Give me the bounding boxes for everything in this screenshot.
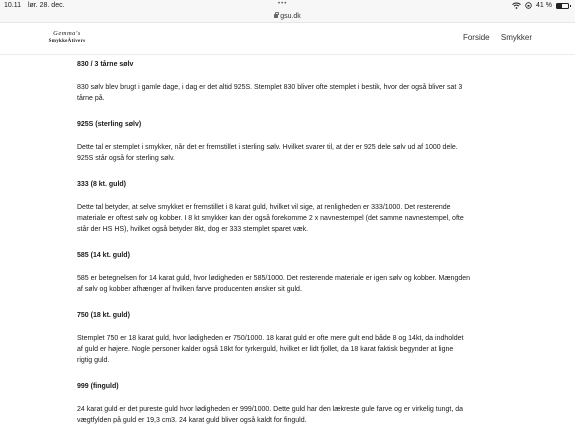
section-750 <box>77 311 507 366</box>
url-text: gsu.dk <box>280 13 301 20</box>
text-line: 925S står også for sterling sølv. <box>77 155 175 162</box>
section-heading: 585 (14 kt. guld) <box>77 252 130 259</box>
section-heading: 925S (sterling sølv) <box>77 121 142 128</box>
nav-link-forside[interactable]: Forside <box>462 33 490 42</box>
text-line: vægtfylden på guld er 19,3 cm3. 24 karat guld bliver også kaldt for finguld. <box>77 417 307 424</box>
battery-percent: 41 % <box>536 2 552 9</box>
status-right <box>512 2 569 9</box>
browser-url-bar[interactable] <box>0 12 575 23</box>
section-999 <box>77 382 507 426</box>
text-line: af sølv og kobber afhænger af hvilken farve producenten ønsker sit guld. <box>77 286 302 293</box>
text-line: Dette tal er stemplet i smykker, når det er fremstillet i sterling sølv. Hvilket svarer til, at der er 925 dele sølv ud af 1000 dele. <box>77 144 458 151</box>
battery-fill <box>557 4 562 8</box>
section-heading: 999 (finguld) <box>77 383 119 390</box>
section-925s <box>77 120 507 164</box>
battery-icon <box>556 3 569 9</box>
section-text <box>77 404 507 426</box>
article-content <box>77 60 507 431</box>
logo-line-2: SmykkeÄtivers <box>48 38 86 44</box>
status-bar <box>0 0 575 12</box>
site-logo[interactable] <box>44 31 90 44</box>
site-header <box>0 23 575 55</box>
section-text <box>77 273 507 295</box>
multitask-dots-icon[interactable]: ••• <box>278 1 288 7</box>
section-heading: 830 / 3 tårne sølv <box>77 61 134 68</box>
rotation-lock-icon <box>525 2 532 9</box>
section-heading: 333 (8 kt. guld) <box>77 181 127 188</box>
section-text <box>77 202 507 235</box>
wifi-icon <box>512 2 521 9</box>
section-585 <box>77 251 507 295</box>
text-line: 585 er betegnelsen for 14 karat guld, hvor lødigheden er 585/1000. Det resterende materiale er igen sølv og kobber. Mængden <box>77 275 471 282</box>
text-line: står der HS HS), hvilket også betyder 8kt, dog er 333 stemplet sparet væk. <box>77 226 309 233</box>
lock-icon <box>274 14 278 18</box>
status-left <box>4 2 70 9</box>
nav-link-smykker[interactable]: Smykker <box>500 33 532 42</box>
status-date: lør. 28. dec. <box>27 2 65 9</box>
section-830 <box>77 60 507 104</box>
text-line: materiale er oftest sølv og kobber. I 8 kt smykker kan der også forekomme 2 x navnestempel (det samme navnestempel, ofte <box>77 215 464 222</box>
section-333 <box>77 180 507 235</box>
section-text <box>77 82 507 104</box>
text-line: Dette tal betyder, at selve smykket er fremstillet i 8 karat guld, hvilket vil sige, at renligheden er 333/1000. Det resterende <box>77 204 451 211</box>
status-time: 10.11 <box>4 2 21 9</box>
section-text <box>77 333 507 366</box>
text-line: 24 karat guld er det pureste guld hvor lødigheden er 999/1000. Dette guld har den lækreste gule farve og er virkelig tungt, da <box>77 406 464 413</box>
text-line: rigtig guld. <box>77 357 110 364</box>
text-line: af guld er højere. Nogle personer kalder også 18kt for tyrkerguld, hvilket er lidt fjollet, da 18 karat faktisk begynder at ligne <box>77 346 454 353</box>
text-line: 830 sølv blev brugt i gamle dage, i dag er det altid 925S. Stemplet 830 bliver ofte stemplet i bestik, hvor der også bliver sat 3 <box>77 84 463 91</box>
text-line: Stemplet 750 er 18 karat guld, hvor lødigheden er 750/1000. 18 karat guld er ofte mere gult end både 8 og 14kt, da indholdet <box>77 335 464 342</box>
logo-line-1: Gemma's <box>53 30 81 37</box>
section-heading: 750 (18 kt. guld) <box>77 312 130 319</box>
url-display[interactable] <box>0 12 575 22</box>
section-text <box>77 142 507 164</box>
text-line: tårne på. <box>77 95 105 102</box>
main-nav <box>454 33 532 42</box>
